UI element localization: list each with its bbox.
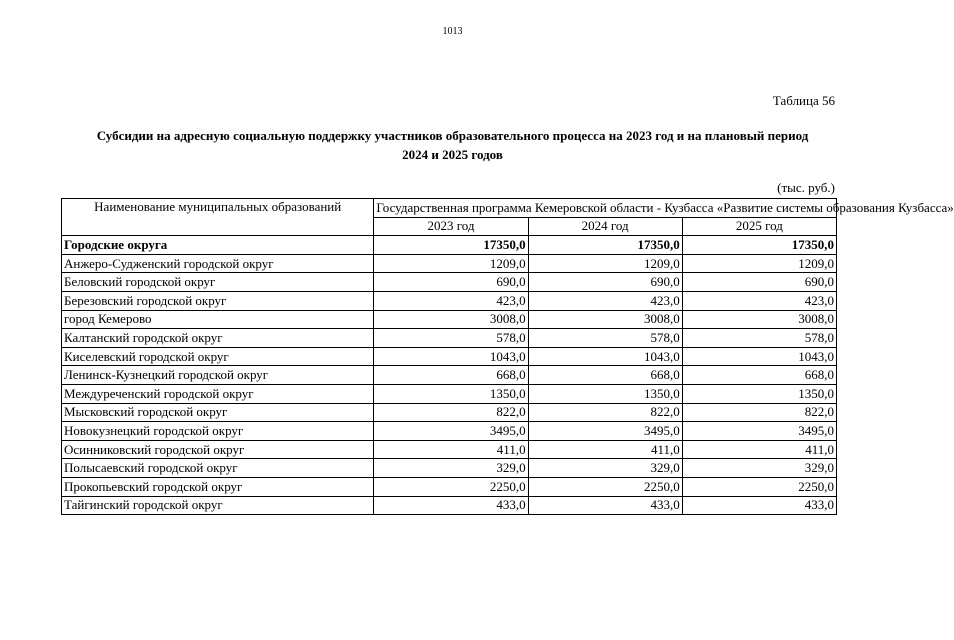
row-2023: 433,0: [374, 496, 528, 515]
row-2024: 1043,0: [528, 347, 682, 366]
table-label: Таблица 56: [772, 93, 835, 108]
document-title: [60, 126, 845, 164]
total-2023: 17350,0: [374, 236, 528, 255]
row-2023: 1350,0: [374, 384, 528, 403]
header-year-2023: 2023 год: [374, 217, 528, 236]
row-2023: 329,0: [374, 459, 528, 478]
header-program: Государственная программа Кемеровской области - Кузбасса «Развитие системы образования Кузбасса»: [374, 199, 837, 218]
row-2024: 411,0: [528, 440, 682, 459]
total-2025: 17350,0: [682, 236, 836, 255]
row-2025: 1209,0: [682, 254, 836, 273]
row-2025: 690,0: [682, 273, 836, 292]
row-2025: 423,0: [682, 291, 836, 310]
row-2024: 329,0: [528, 459, 682, 478]
row-2025: 433,0: [682, 496, 836, 515]
row-2025: 1350,0: [682, 384, 836, 403]
row-2025: 1043,0: [682, 347, 836, 366]
row-2025: 3008,0: [682, 310, 836, 329]
table-row: [62, 310, 837, 329]
row-2023: 822,0: [374, 403, 528, 422]
row-name: Калтанский городской округ: [62, 329, 374, 348]
row-2025: 411,0: [682, 440, 836, 459]
header-row: [62, 199, 837, 218]
row-2023: 423,0: [374, 291, 528, 310]
row-2024: 822,0: [528, 403, 682, 422]
row-2023: 1209,0: [374, 254, 528, 273]
row-2023: 690,0: [374, 273, 528, 292]
header-year-2024: 2024 год: [528, 217, 682, 236]
row-2023: 3495,0: [374, 422, 528, 441]
page-number: 1013: [442, 26, 463, 37]
row-2023: 668,0: [374, 366, 528, 385]
row-2024: 578,0: [528, 329, 682, 348]
row-2023: 411,0: [374, 440, 528, 459]
row-2024: 2250,0: [528, 477, 682, 496]
row-2024: 690,0: [528, 273, 682, 292]
row-name: Междуреченский городской округ: [62, 384, 374, 403]
row-name: Тайгинский городской округ: [62, 496, 374, 515]
total-2024: 17350,0: [528, 236, 682, 255]
table-row: [62, 366, 837, 385]
row-2025: 822,0: [682, 403, 836, 422]
units-label: (тыс. руб.): [777, 180, 835, 195]
table-row: [62, 347, 837, 366]
table-row: [62, 291, 837, 310]
title-line-2: 2024 и 2025 годов: [402, 147, 503, 162]
row-2024: 3495,0: [528, 422, 682, 441]
subsidies-table: [61, 198, 954, 515]
row-2025: 329,0: [682, 459, 836, 478]
row-name: Новокузнецкий городской округ: [62, 422, 374, 441]
table-row: [62, 254, 837, 273]
header-year-2025: 2025 год: [682, 217, 836, 236]
row-name: Прокопьевский городской округ: [62, 477, 374, 496]
row-name: Ленинск-Кузнецкий городской округ: [62, 366, 374, 385]
row-2023: 578,0: [374, 329, 528, 348]
row-2025: 578,0: [682, 329, 836, 348]
row-2025: 2250,0: [682, 477, 836, 496]
row-2025: 668,0: [682, 366, 836, 385]
row-name: город Кемерово: [62, 310, 374, 329]
table-row: [62, 477, 837, 496]
row-2023: 2250,0: [374, 477, 528, 496]
table-row: [62, 496, 837, 515]
table-row: [62, 440, 837, 459]
row-name: Осинниковский городской округ: [62, 440, 374, 459]
total-row: [62, 236, 837, 255]
row-2024: 423,0: [528, 291, 682, 310]
row-name: Березовский городской округ: [62, 291, 374, 310]
table-row: [62, 384, 837, 403]
row-2024: 433,0: [528, 496, 682, 515]
row-name: Полысаевский городской округ: [62, 459, 374, 478]
row-name: Анжеро-Судженский городской округ: [62, 254, 374, 273]
row-name: Мысковский городской округ: [62, 403, 374, 422]
row-name: Киселевский городской округ: [62, 347, 374, 366]
row-2024: 668,0: [528, 366, 682, 385]
table-row: [62, 403, 837, 422]
table-row: [62, 459, 837, 478]
row-2023: 3008,0: [374, 310, 528, 329]
title-line-1: Субсидии на адресную социальную поддержку участников образовательного процесса на 2023 год и на плановый период: [96, 128, 809, 143]
row-2025: 3495,0: [682, 422, 836, 441]
row-2024: 3008,0: [528, 310, 682, 329]
row-name: Беловский городской округ: [62, 273, 374, 292]
row-2024: 1350,0: [528, 384, 682, 403]
header-municipality: Наименование муниципальных образований: [62, 199, 374, 236]
table-row: [62, 273, 837, 292]
total-name: Городские округа: [62, 236, 374, 255]
row-2024: 1209,0: [528, 254, 682, 273]
row-2023: 1043,0: [374, 347, 528, 366]
table-row: [62, 422, 837, 441]
table-row: [62, 329, 837, 348]
